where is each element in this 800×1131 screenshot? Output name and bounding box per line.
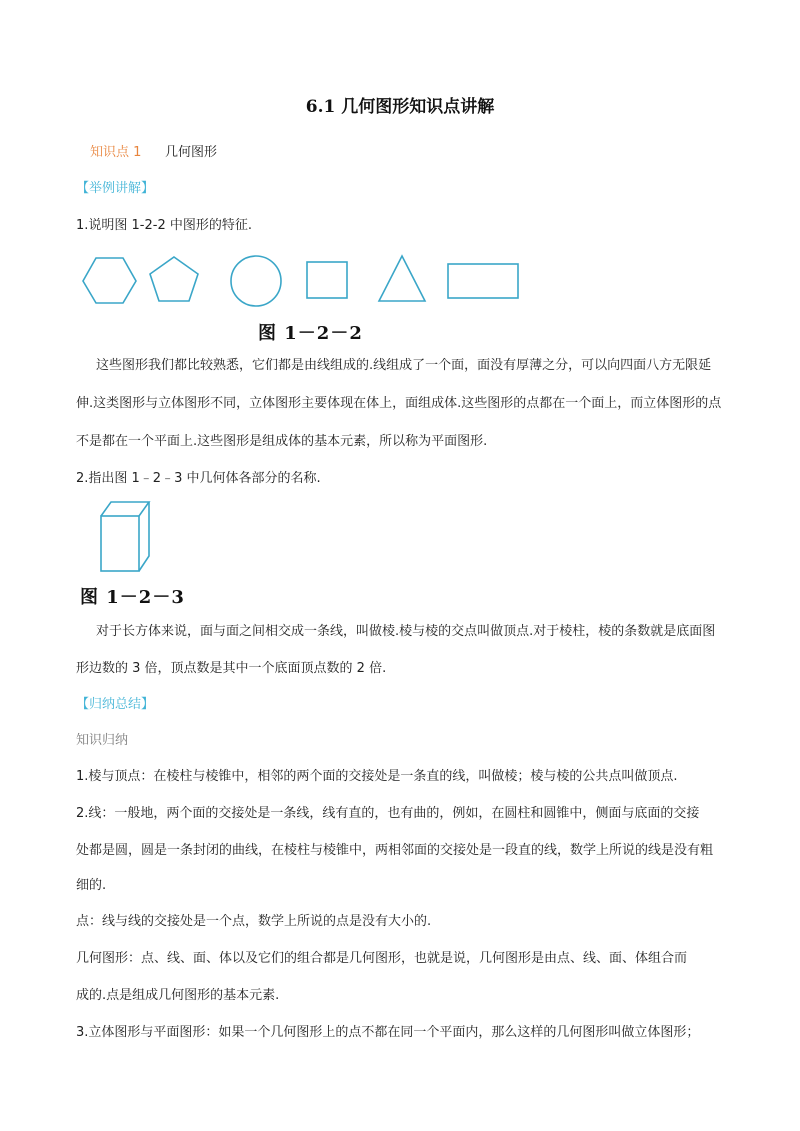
rectangle-shape <box>448 264 518 298</box>
summary-item-1: 1.棱与顶点：在棱柱与棱锥中，相邻的两个面的交接处是一条直的线，叫做棱；棱与棱的公共点叫做顶点. <box>76 769 678 784</box>
triangle-shape <box>379 256 425 301</box>
figure-1-2-3 <box>96 496 158 576</box>
page-title: 6.1 几何图形知识点讲解 <box>305 97 495 117</box>
summary-item-2-line: 细的. <box>76 878 107 893</box>
question-2: 2.指出图 1﹣2﹣3 中几何体各部分的名称. <box>76 471 321 486</box>
figure-1-2-3-label: 图 1－2－3 <box>80 587 185 608</box>
pentagon-shape <box>150 257 198 301</box>
paragraph-1-line: 这些图形我们都比较熟悉，它们都是由线组成的.线组成了一个面，面没有厚薄之分，可以向四面八方无限延 <box>96 358 712 373</box>
section-example-heading: 【举例讲解】 <box>76 181 155 196</box>
paragraph-1-line: 不是都在一个平面上.这些图形是组成体的基本元素，所以称为平面图形. <box>76 434 488 449</box>
paragraph-2-line: 对于长方体来说，面与面之间相交成一条线，叫做棱.棱与棱的交点叫做顶点.对于棱柱，棱的条数就是底面图 <box>96 624 716 639</box>
hexagon-shape <box>83 258 136 303</box>
summary-item-3: 3.立体图形与平面图形：如果一个几何图形上的点不都在同一个平面内，那么这样的几何图形叫做立体图形； <box>76 1025 700 1040</box>
figure-1-2-2-label: 图 1－2－2 <box>258 323 363 344</box>
cuboid-shape <box>101 502 149 571</box>
geometry-definition-line: 成的.点是组成几何图形的基本元素. <box>76 988 280 1003</box>
paragraph-2-line: 形边数的 3 倍，顶点数是其中一个底面顶点数的 2 倍. <box>76 661 387 676</box>
summary-item-2-line: 处都是圆，圆是一条封闭的曲线，在棱柱与棱锥中，两相邻面的交接处是一段直的线，数学上所说的线是没有粗 <box>76 843 714 858</box>
figure-1-2-2 <box>70 248 540 312</box>
geometry-definition-line: 几何图形：点、线、面、体以及它们的组合都是几何图形，也就是说，几何图形是由点、线、面、体组合而 <box>76 951 688 966</box>
summary-item-2-line: 2.线：一般地，两个面的交接处是一条线，线有直的，也有曲的，例如，在圆柱和圆锥中，侧面与底面的交接 <box>76 806 700 821</box>
point-definition: 点：线与线的交接处是一个点，数学上所说的点是没有大小的. <box>76 914 432 929</box>
circle-shape <box>231 256 281 306</box>
question-1: 1.说明图 1-2-2 中图形的特征. <box>76 218 252 233</box>
knowledge-point-tag: 知识点 1 <box>90 145 142 160</box>
knowledge-summary-label: 知识归纳 <box>76 733 129 748</box>
section-summary-heading: 【归纳总结】 <box>76 697 155 712</box>
square-shape <box>307 262 347 298</box>
knowledge-point-title: 几何图形 <box>165 145 218 160</box>
paragraph-1-line: 伸.这类图形与立体图形不同，立体图形主要体现在体上，面组成体.这些图形的点都在一个面上，而立体图形的点 <box>76 396 722 411</box>
